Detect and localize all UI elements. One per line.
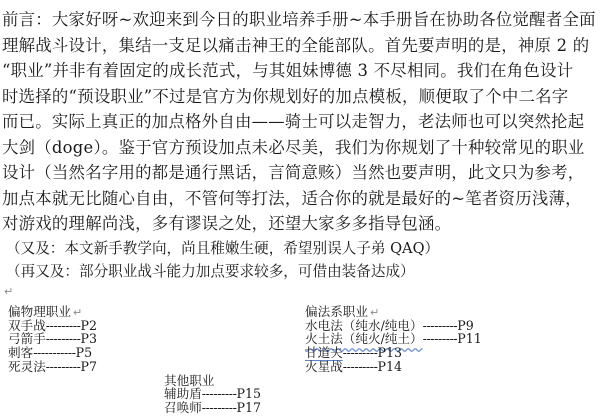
toc-entry-magic[interactable]: 火星战---------P14 bbox=[305, 358, 402, 374]
intro-line: 而已。实际上真正的加点格外自由——骑士可以走智力，老法师也可以突然抡起 bbox=[2, 112, 585, 131]
toc-entry-name: 死灵法 bbox=[8, 358, 46, 374]
toc-entry-name: 双手战 bbox=[8, 317, 46, 333]
toc-entry-magic[interactable]: 水电法（纯水/纯电）---------P9 bbox=[305, 317, 474, 333]
toc-entry-page: P11 bbox=[457, 331, 482, 347]
intro-line: 大剑（doge）。鉴于官方预设加点未必尽美，我们为你规划了十种较常见的职业 bbox=[2, 137, 585, 157]
toc-entry-physical[interactable]: 双手战---------P2 bbox=[8, 317, 97, 333]
toc-entry-magic[interactable]: 甘道夫---------P13 bbox=[305, 345, 402, 361]
addendum-note-1: （又及：本文新手教学向，尚且稚嫩生硬，希望别误人子弟 QAQ） bbox=[6, 240, 440, 257]
magic-heading: 偏法系职业 ↵ bbox=[305, 304, 380, 319]
toc-entry-name: 火土法（纯火/纯土） bbox=[305, 331, 423, 347]
intro-line: 理解战斗设计，集结一支足以痛击神王的全能部队。首先要声明的是，神原 2 的 bbox=[2, 35, 590, 55]
toc-entry-other[interactable]: 召唤师---------P17 bbox=[164, 399, 261, 415]
toc-entry-page: P14 bbox=[377, 358, 402, 374]
toc-entry-magic[interactable]: 火土法（纯火/纯土）---------P11 bbox=[305, 331, 482, 347]
toc-entry-name: 召唤师 bbox=[164, 399, 202, 415]
toc-entry-page: P5 bbox=[75, 345, 93, 361]
toc-entry-name: 辅助盾 bbox=[164, 386, 202, 402]
paragraph-mark-icon: ↵ bbox=[4, 285, 14, 298]
toc-entry-page: P17 bbox=[236, 399, 261, 415]
toc-entry-name: 甘道夫 bbox=[305, 345, 343, 361]
intro-line: 设计（当然名字用的都是通行黑话，言简意赅）当然也要声明，此文只为参考， bbox=[2, 163, 585, 182]
intro-line: “职业”并非有着固定的成长范式，与其姐妹博德 3 不尽相同。我们在角色设计 bbox=[2, 61, 574, 80]
toc-entry-name: 弓箭手 bbox=[8, 331, 46, 347]
intro-line: 前言：大家好呀~欢迎来到今日的职业培养手册~本手册旨在协助各位觉醒者全面 bbox=[2, 10, 596, 29]
toc-entry-page: P3 bbox=[80, 331, 97, 347]
toc-entry-physical[interactable]: 死灵法---------P7 bbox=[8, 358, 97, 374]
toc-entry-name: 水电法（纯水/纯电） bbox=[305, 317, 423, 333]
toc-entry-page: P13 bbox=[377, 345, 402, 361]
intro-line: 对游戏的理解尚浅，多有谬误之处，还望大家多多指导包涵。 bbox=[2, 214, 452, 233]
toc-entry-other[interactable]: 辅助盾---------P15 bbox=[164, 386, 261, 402]
toc-entry-name: 火星战 bbox=[305, 358, 343, 374]
other-heading: 其他职业 bbox=[164, 372, 215, 388]
toc-entry-physical[interactable]: 刺客-----------P5 bbox=[8, 345, 93, 361]
toc-entry-physical[interactable]: 弓箭手---------P3 bbox=[8, 331, 97, 347]
intro-line: 时选择的“预设职业”不过是官方为你规划好的加点模板，顺便取了个中二名字 bbox=[2, 86, 569, 106]
intro-paragraph bbox=[2, 7, 598, 237]
toc-entry-page: P9 bbox=[457, 317, 474, 333]
physical-heading: 偏物理职业 ↵ bbox=[8, 304, 83, 319]
intro-line: 加点本就无比随心自由，不管何等打法，适合你的就是最好的~笔者资历浅薄， bbox=[2, 188, 582, 208]
toc-entry-name: 刺客 bbox=[8, 345, 34, 361]
toc-entry-page: P15 bbox=[236, 386, 261, 402]
toc-entry-page: P7 bbox=[80, 358, 97, 374]
addendum-note-2: （再又及：部分职业战斗能力加点要求较多，可借由装备达成） bbox=[6, 263, 415, 280]
toc-entry-page: P2 bbox=[80, 317, 97, 333]
